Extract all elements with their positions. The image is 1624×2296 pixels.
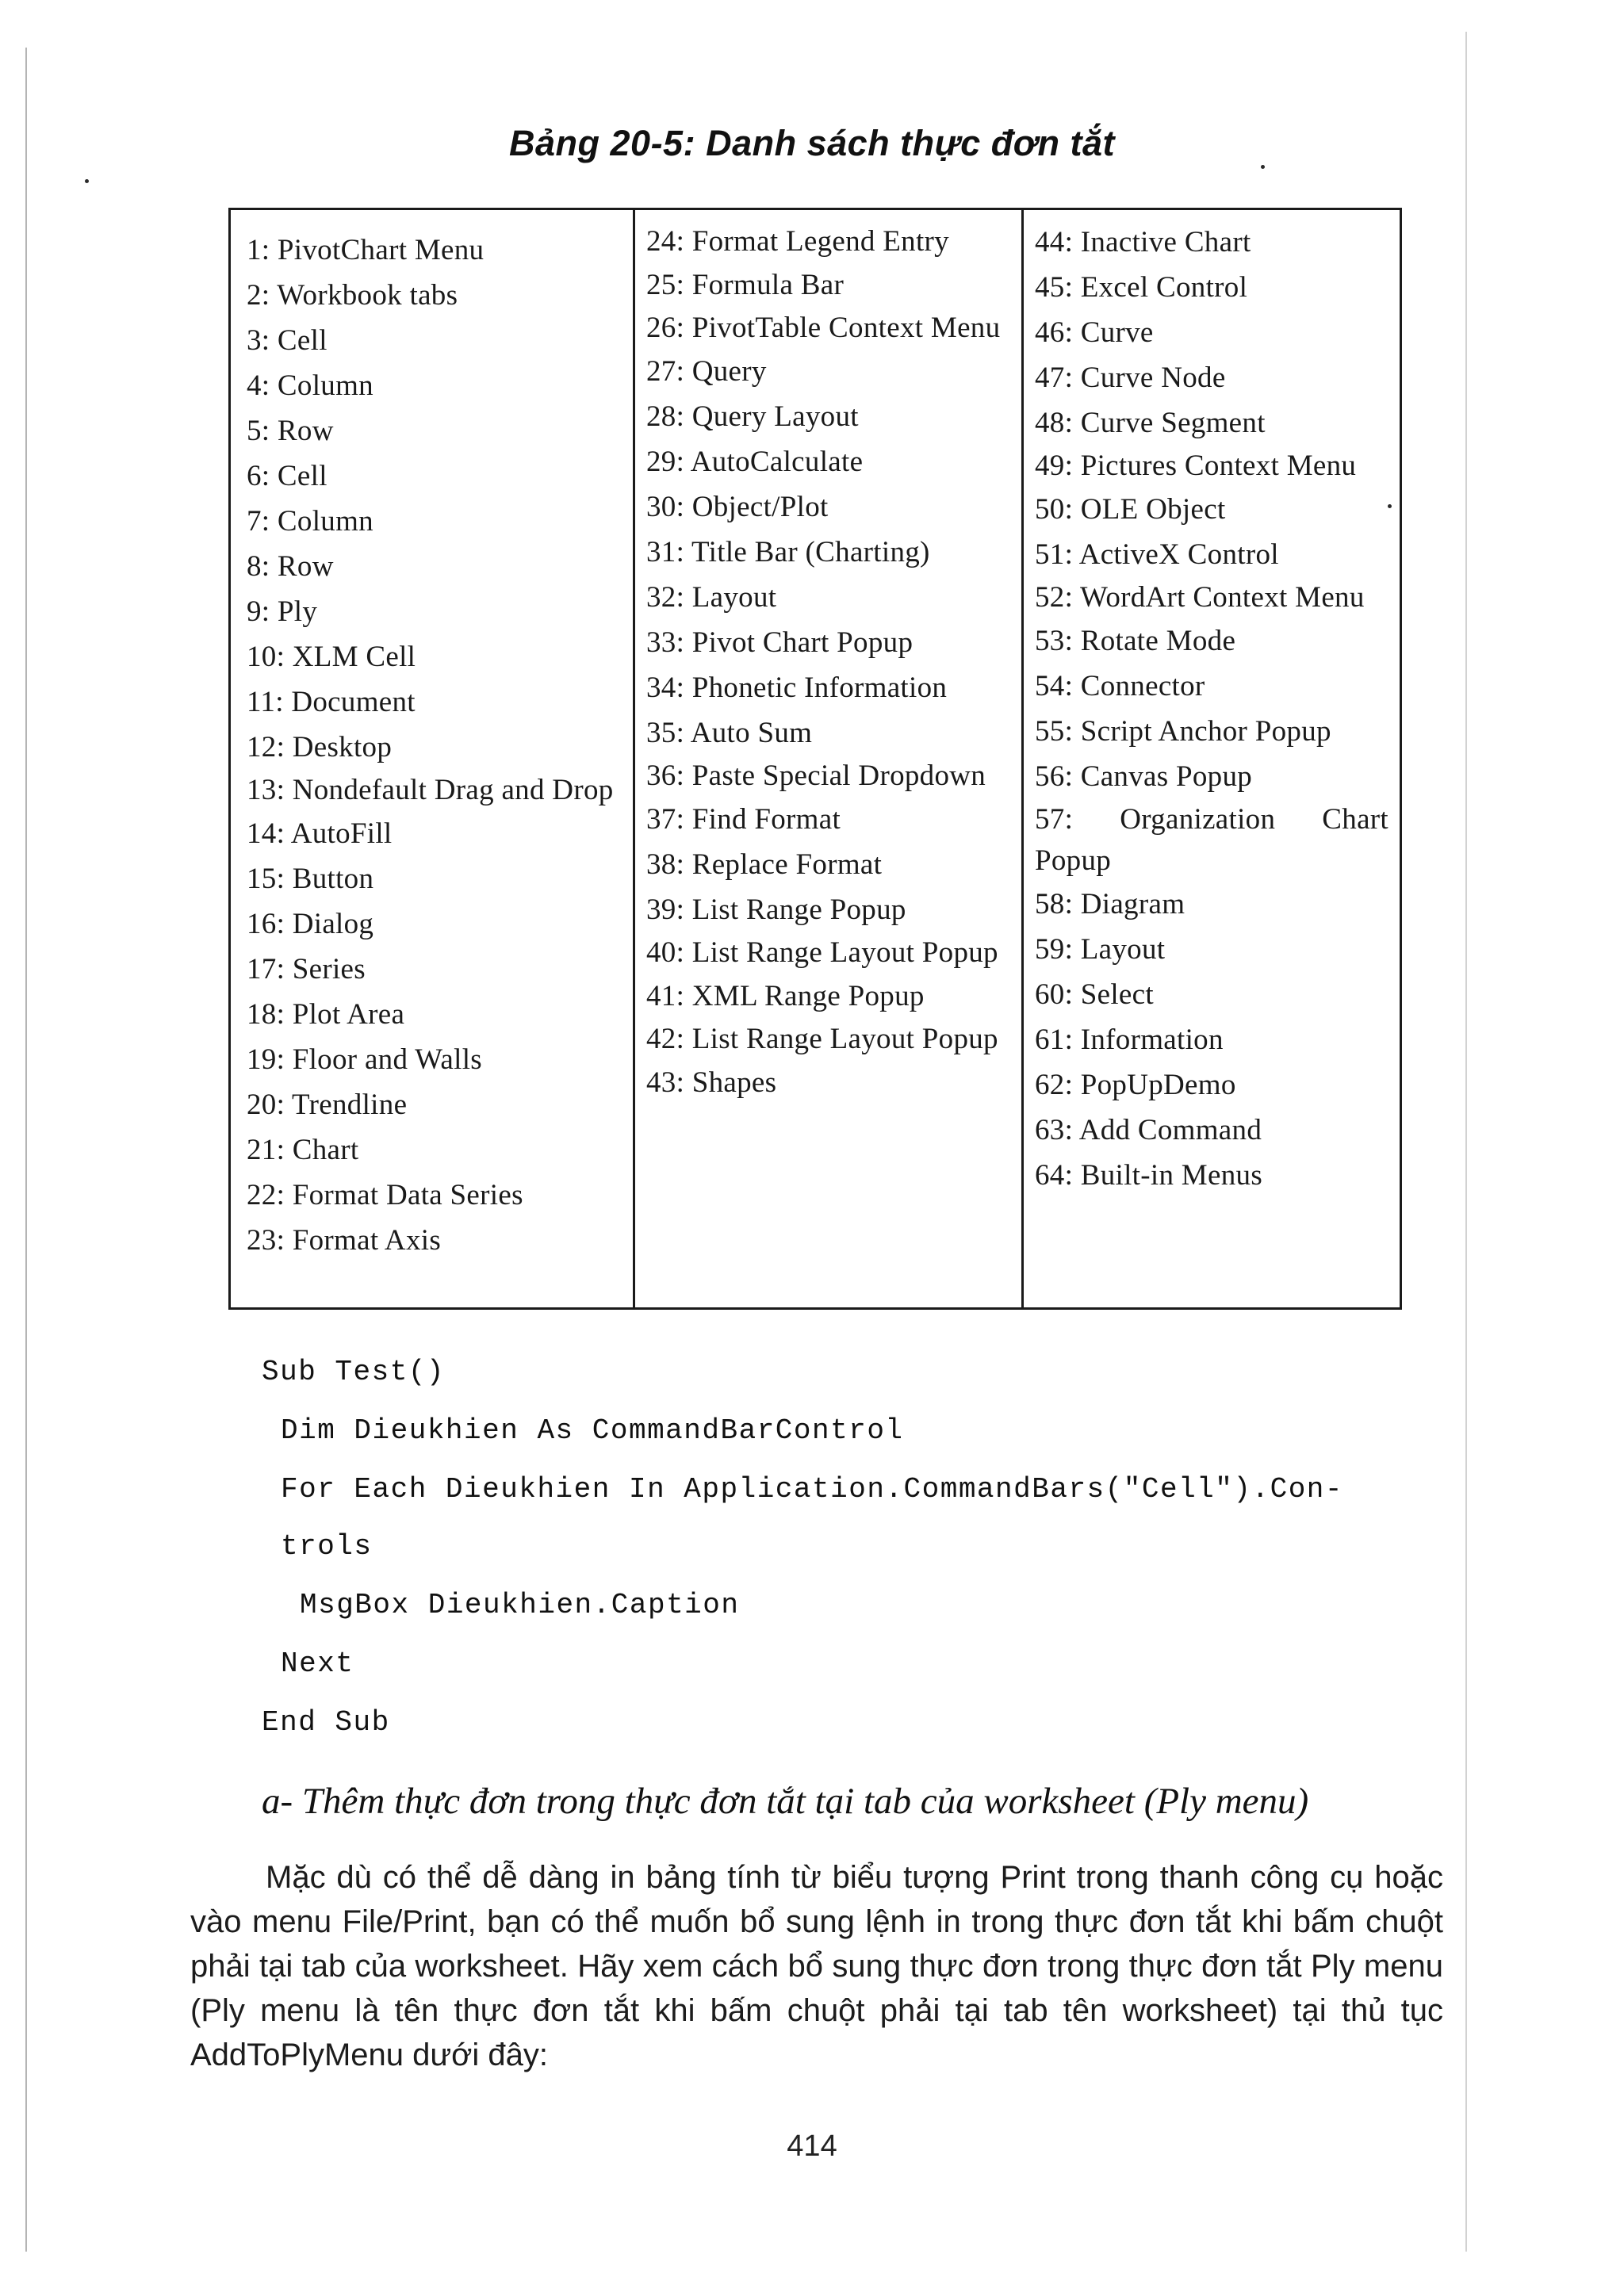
table-cell: 5: Row [247,415,334,447]
table-cell: 43: Shapes [646,1066,777,1099]
table-cell: 56: Canvas Popup [1035,760,1253,793]
code-line: Dim Dieukhien As CommandBarControl [281,1414,904,1447]
table-cell: 44: Inactive Chart [1035,226,1251,258]
table-cell: 63: Add Command [1035,1114,1262,1146]
table-cell: 26: PivotTable Context Menu [646,312,1001,344]
table-cell: 24: Format Legend Entry [646,225,949,258]
table-cell: 12: Desktop [247,731,393,763]
table-cell: 13: Nondefault Drag and Drop [247,774,614,806]
table-cell: 3: Cell [247,324,327,357]
shortcut-menu-table [228,208,1402,1310]
code-line: Sub Test() [262,1356,446,1388]
table-cell: 7: Column [247,505,373,538]
table-cell: 32: Layout [646,581,777,614]
scan-edge-left [25,48,27,2252]
table-cell: 21: Chart [247,1134,359,1166]
table-cell: 40: List Range Layout Popup [646,936,998,969]
table-cell: 22: Format Data Series [247,1179,523,1211]
table-cell: 37: Find Format [646,803,841,836]
table-cell: 9: Ply [247,595,318,628]
table-cell: 53: Rotate Mode [1035,625,1236,657]
table-cell: 29: AutoCalculate [646,446,864,478]
table-cell: 50: OLE Object [1035,493,1226,526]
body-paragraph: Mặc dù có thể dễ dàng in bảng tính từ biểu tượng Print trong thanh công cụ hoặc vào menu File/Print, bạn có thể muốn bổ sung lệnh in trong thực đơn tắt khi bấm chuột phải tại tab của worksheet. Hãy xem cách bổ sung thực đơn trong thực đơn tắt Ply menu (Ply menu là tên thực đơn tắt khi bấm chuột phải tại tab tên worksheet) tại thủ tục AddToPlyMenu dưới đây: [190,1860,1443,2072]
table-cell: 57: Organization Chart Popup [1035,803,1388,877]
scan-edge-right [1465,32,1467,2252]
code-line: MsgBox Dieukhien.Caption [300,1589,740,1621]
table-cell: 18: Plot Area [247,998,405,1031]
speck-mark [85,179,89,183]
table-cell: 60: Select [1035,978,1154,1011]
table-cell: 31: Title Bar (Charting) [646,536,930,568]
table-cell: 38: Replace Format [646,848,883,881]
table-cell: 47: Curve Node [1035,362,1226,394]
table-cell: 48: Curve Segment [1035,407,1266,439]
table-cell: 51: ActiveX Control [1035,538,1279,571]
table-cell: 35: Auto Sum [646,717,813,749]
code-line: trols [281,1530,373,1563]
table-cell: 61: Information [1035,1024,1224,1056]
table-cell: 10: XLM Cell [247,641,416,673]
table-cell: 16: Dialog [247,908,374,940]
table-cell: 17: Series [247,953,366,985]
table-cell: 54: Connector [1035,670,1205,702]
table-cell: 11: Document [247,686,416,718]
table-cell: 45: Excel Control [1035,271,1248,304]
table-cell: 19: Floor and Walls [247,1043,483,1076]
table-cell: 42: List Range Layout Popup [646,1023,998,1055]
table-cell: 62: PopUpDemo [1035,1069,1236,1101]
page-number: 414 [787,2130,837,2163]
table-cell: 8: Row [247,550,334,583]
table-cell: 2: Workbook tabs [247,279,458,312]
table-cell: 46: Curve [1035,316,1154,349]
table-cell: 58: Diagram [1035,888,1185,920]
table-cell: 33: Pivot Chart Popup [646,626,914,659]
code-line: Next [281,1647,354,1680]
table-cell: 49: Pictures Context Menu [1035,450,1357,482]
section-heading: a- Thêm thực đơn trong thực đơn tắt tại tab của worksheet (Ply menu) [262,1781,1309,1822]
table-cell: 59: Layout [1035,933,1166,966]
table-cell: 41: XML Range Popup [646,980,925,1012]
table-caption: Bảng 20-5: Danh sách thực đơn tắt [509,123,1115,163]
table-column-1 [231,210,635,1307]
table-cell: 20: Trendline [247,1089,408,1121]
code-line: End Sub [262,1706,390,1739]
table-column-3 [1024,210,1400,1307]
table-cell: 6: Cell [247,460,327,492]
table-cell: 15: Button [247,863,374,895]
table-cell: 4: Column [247,369,373,402]
table-cell: 34: Phonetic Information [646,672,948,704]
table-cell: 30: Object/Plot [646,491,829,523]
table-cell: 39: List Range Popup [646,894,906,926]
table-cell: 36: Paste Special Dropdown [646,760,986,792]
speck-mark [1261,165,1265,169]
table-cell: 27: Query [646,355,767,388]
code-line: For Each Dieukhien In Application.CommandBars("Cell").Con- [281,1473,1344,1506]
table-cell: 1: PivotChart Menu [247,234,485,266]
table-cell: 28: Query Layout [646,400,859,433]
table-cell: 52: WordArt Context Menu [1035,581,1365,614]
table-cell: 25: Formula Bar [646,269,845,301]
table-cell: 64: Built-in Menus [1035,1159,1263,1192]
table-cell: 55: Script Anchor Popup [1035,715,1331,748]
table-cell: 14: AutoFill [247,817,393,850]
table-column-2 [635,210,1024,1307]
table-cell: 23: Format Axis [247,1224,442,1257]
